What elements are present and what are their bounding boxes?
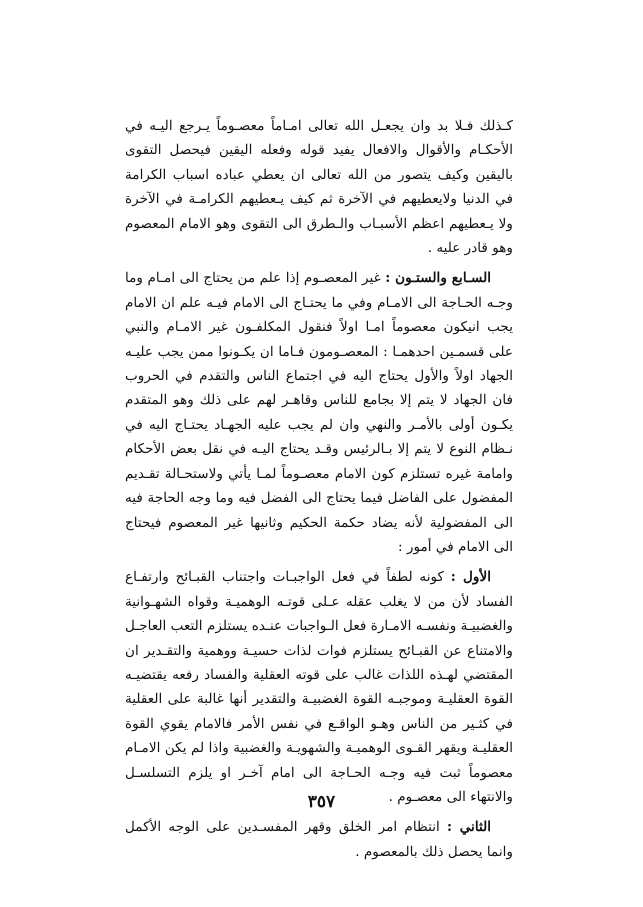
paragraph-text: غير المعصـوم إذا علم من يحتاج الى امـام وما وجـه الحـاجة الى الامـام وفي ما يحتـاج الى الامام فيـه علم ان الامام يجب انيكون معصوماً امـا اولاً فنقول المكلفـون غير الامـام والنبي على قسمـين احدهمـا : المعصـومون فـاما ان يكـونوا ممن يجب عليـه الجهاد اولاً والأول يحتاج اليه في اجتماع الناس والتقدم في الحروب فان الجهاد لا يتم إلا بجامع للناس وقاهـر لهم على ذلك وهو المتقدم يكـون أولى بالأمـر والنهي وان لم يجب عليه الجهـاد يحتـاج اليه في نـظام النوع لا يتم إلا بـالرئيس وقـد يحتاج اليـه في نقل بعض الأحكام وامامة غيره تستلزم كون الامام معصـوماً لمـا يأتي ولاستحـالة تقـديم المفضول على الفاضل فيما يحتاج الى الفضل فيه وما وجه الحاجة فيه الى المفضولية لأنه يضاد حكمة الحكيم وثانيها غير المعصوم فيحتاج الى الامام في أمور : (125, 270, 513, 555)
paragraph-intro (125, 114, 513, 260)
paragraph-text: كـذلك فـلا بد وان يجعـل الله تعالى امـاماً معصـوماً يـرجع اليـه في الأحكـام والأقوال والافعال يفيد قوله وفعله اليقين فيحصل التقوى باليقين وكيف يتصور من الله تعالى ان يعطي عباده اسباب الكرامة في الدنيا ولايعطيهم في الآخرة ثم كيف يـعطيهم الكرامـة في الآخرة ولا يـعطيهم اعظم الأسبـاب والـطرق الى التقوى وهو الامام المعصوم وهو قادر عليه . (125, 118, 513, 257)
paragraph-first (125, 565, 513, 809)
paragraph-term: السـابع والستـون : (385, 270, 491, 287)
page-number: ٣٥٧ (307, 792, 336, 812)
paragraph-text: كونه لطفاً في فعل الواجبـات واجتناب القبـائح وارتفـاع الفساد لأن من لا يغلب عقله عـلى قوتـه الوهميـة وقواه الشهـوانية والغضبيـة ونفسـه الامـارة فعل الـواجبات عنـده يستلزم التعب العاجـل والامتناع عن القبـائح يستلزم فوات لذات حسيـة ووهمية والتقـدير ان المقتضي لهـذه اللذات غالب على قوته العقلية والفساد رفعه يقتضيـه القوة العقليـة وموجبـه القوة الغضبيـة والتقدير أنها غالبة على العقلية في كثـير من الناس وهـو الواقـع في نفس الأمر فالامام يقوي القوة العقليـة ويقهر القـوى الوهميـة والشهويـة والغضبية واذا لم يكن الامـام معصوماً ثبت فيه وجـه الحـاجة الى امام آخـر او يلزم التسلسـل والانتهاء الى معصـوم . (125, 569, 513, 805)
page-body (125, 114, 513, 870)
paragraph-second (125, 815, 513, 864)
paragraph-term: الثاني : (447, 819, 492, 836)
paragraph-term: الأول : (450, 569, 491, 586)
paragraph-sixty-seventh (125, 266, 513, 559)
paragraph-text: انتظام امر الخلق وقهر المفسـدين على الوجه الأكمل وانما يحصل ذلك بالمعصوم . (125, 819, 513, 860)
